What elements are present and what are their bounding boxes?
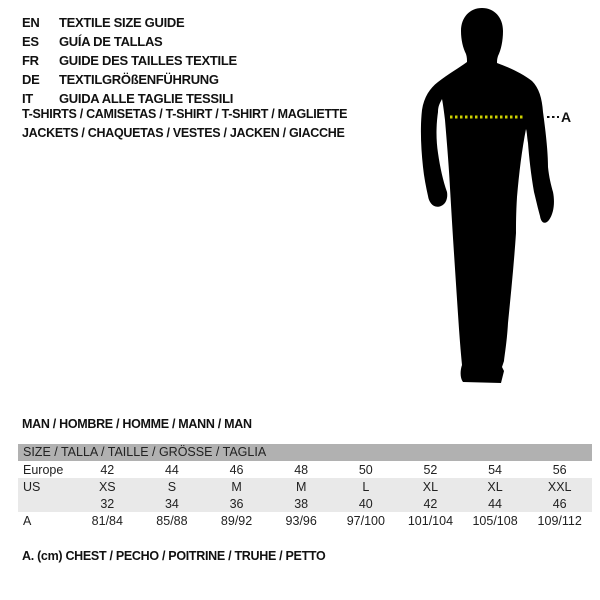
language-list (22, 13, 237, 108)
size-cell: 52 (423, 462, 438, 477)
size-cell: 46 (527, 495, 592, 512)
language-code: FR (22, 53, 39, 68)
language-row (22, 70, 237, 89)
size-cell: 50 (358, 462, 373, 477)
category-line-jackets: JACKETS / CHAQUETAS / VESTES / JACKEN / GIACCHE (22, 126, 345, 140)
size-cell: 46 (229, 462, 244, 477)
language-code: IT (22, 91, 33, 106)
language-label: GUIDA ALLE TAGLIE TESSILI (59, 91, 234, 106)
size-cell: 81/84 (91, 513, 123, 528)
language-label: GUIDE DES TAILLES TEXTILE (59, 53, 237, 68)
table-row-europe (18, 461, 592, 478)
language-code: ES (22, 34, 39, 49)
size-cell: 42 (100, 462, 115, 477)
language-label: TEXTILE SIZE GUIDE (59, 15, 185, 30)
size-cell: 34 (140, 495, 205, 512)
row-label-cell: A (23, 513, 32, 528)
language-row (22, 13, 237, 32)
language-row (22, 51, 237, 70)
size-cell: 40 (334, 495, 399, 512)
measure-label-a: A (561, 109, 572, 125)
language-label: TEXTILGRÖßENFÜHRUNG (59, 72, 219, 87)
table-header: SIZE / TALLA / TAILLE / GRÖSSE / TAGLIA (18, 444, 592, 461)
size-cell: S (140, 478, 205, 495)
language-code: EN (22, 15, 40, 30)
row-label-cell: US (18, 478, 75, 495)
size-cell: 38 (269, 495, 334, 512)
table-header-row (18, 444, 592, 461)
size-cell: 42 (398, 495, 463, 512)
size-cell: 36 (204, 495, 269, 512)
language-label: GUÍA DE TALLAS (59, 34, 163, 49)
row-label-cell (18, 495, 75, 512)
language-code: DE (22, 72, 40, 87)
size-cell: 101/104 (407, 513, 454, 528)
table-row-numeric (18, 495, 592, 512)
size-cell: 44 (164, 462, 179, 477)
size-cell: M (269, 478, 334, 495)
size-cell: 93/96 (285, 513, 317, 528)
size-cell: 54 (488, 462, 503, 477)
size-cell: M (204, 478, 269, 495)
category-line-tshirts: T-SHIRTS / CAMISETAS / T-SHIRT / T-SHIRT / MAGLIETTE (22, 107, 348, 121)
measurement-footnote: A. (cm) CHEST / PECHO / POITRINE / TRUHE / PETTO (22, 549, 326, 563)
table-row-chest-a (18, 512, 592, 529)
row-label-cell: Europe (23, 462, 64, 477)
size-table (18, 444, 592, 529)
size-cell: 89/92 (220, 513, 253, 528)
man-silhouette (400, 0, 600, 400)
size-cell: 97/100 (346, 513, 385, 528)
size-cell: 105/108 (472, 513, 518, 528)
table-row-us (18, 478, 592, 495)
section-title-man: MAN / HOMBRE / HOMME / MANN / MAN (22, 417, 252, 431)
size-cell: XXL (527, 478, 592, 495)
size-cell: 48 (294, 462, 309, 477)
language-row (22, 32, 237, 51)
size-cell: XL (398, 478, 463, 495)
size-cell: 109/112 (537, 513, 582, 528)
size-cell: L (334, 478, 399, 495)
size-cell: XL (463, 478, 528, 495)
category-titles (22, 105, 347, 143)
size-cell: 32 (75, 495, 140, 512)
size-cell: XS (75, 478, 140, 495)
size-cell: 85/88 (156, 513, 188, 528)
size-cell: 44 (463, 495, 528, 512)
man-silhouette-path (421, 8, 554, 383)
size-cell: 56 (552, 462, 567, 477)
